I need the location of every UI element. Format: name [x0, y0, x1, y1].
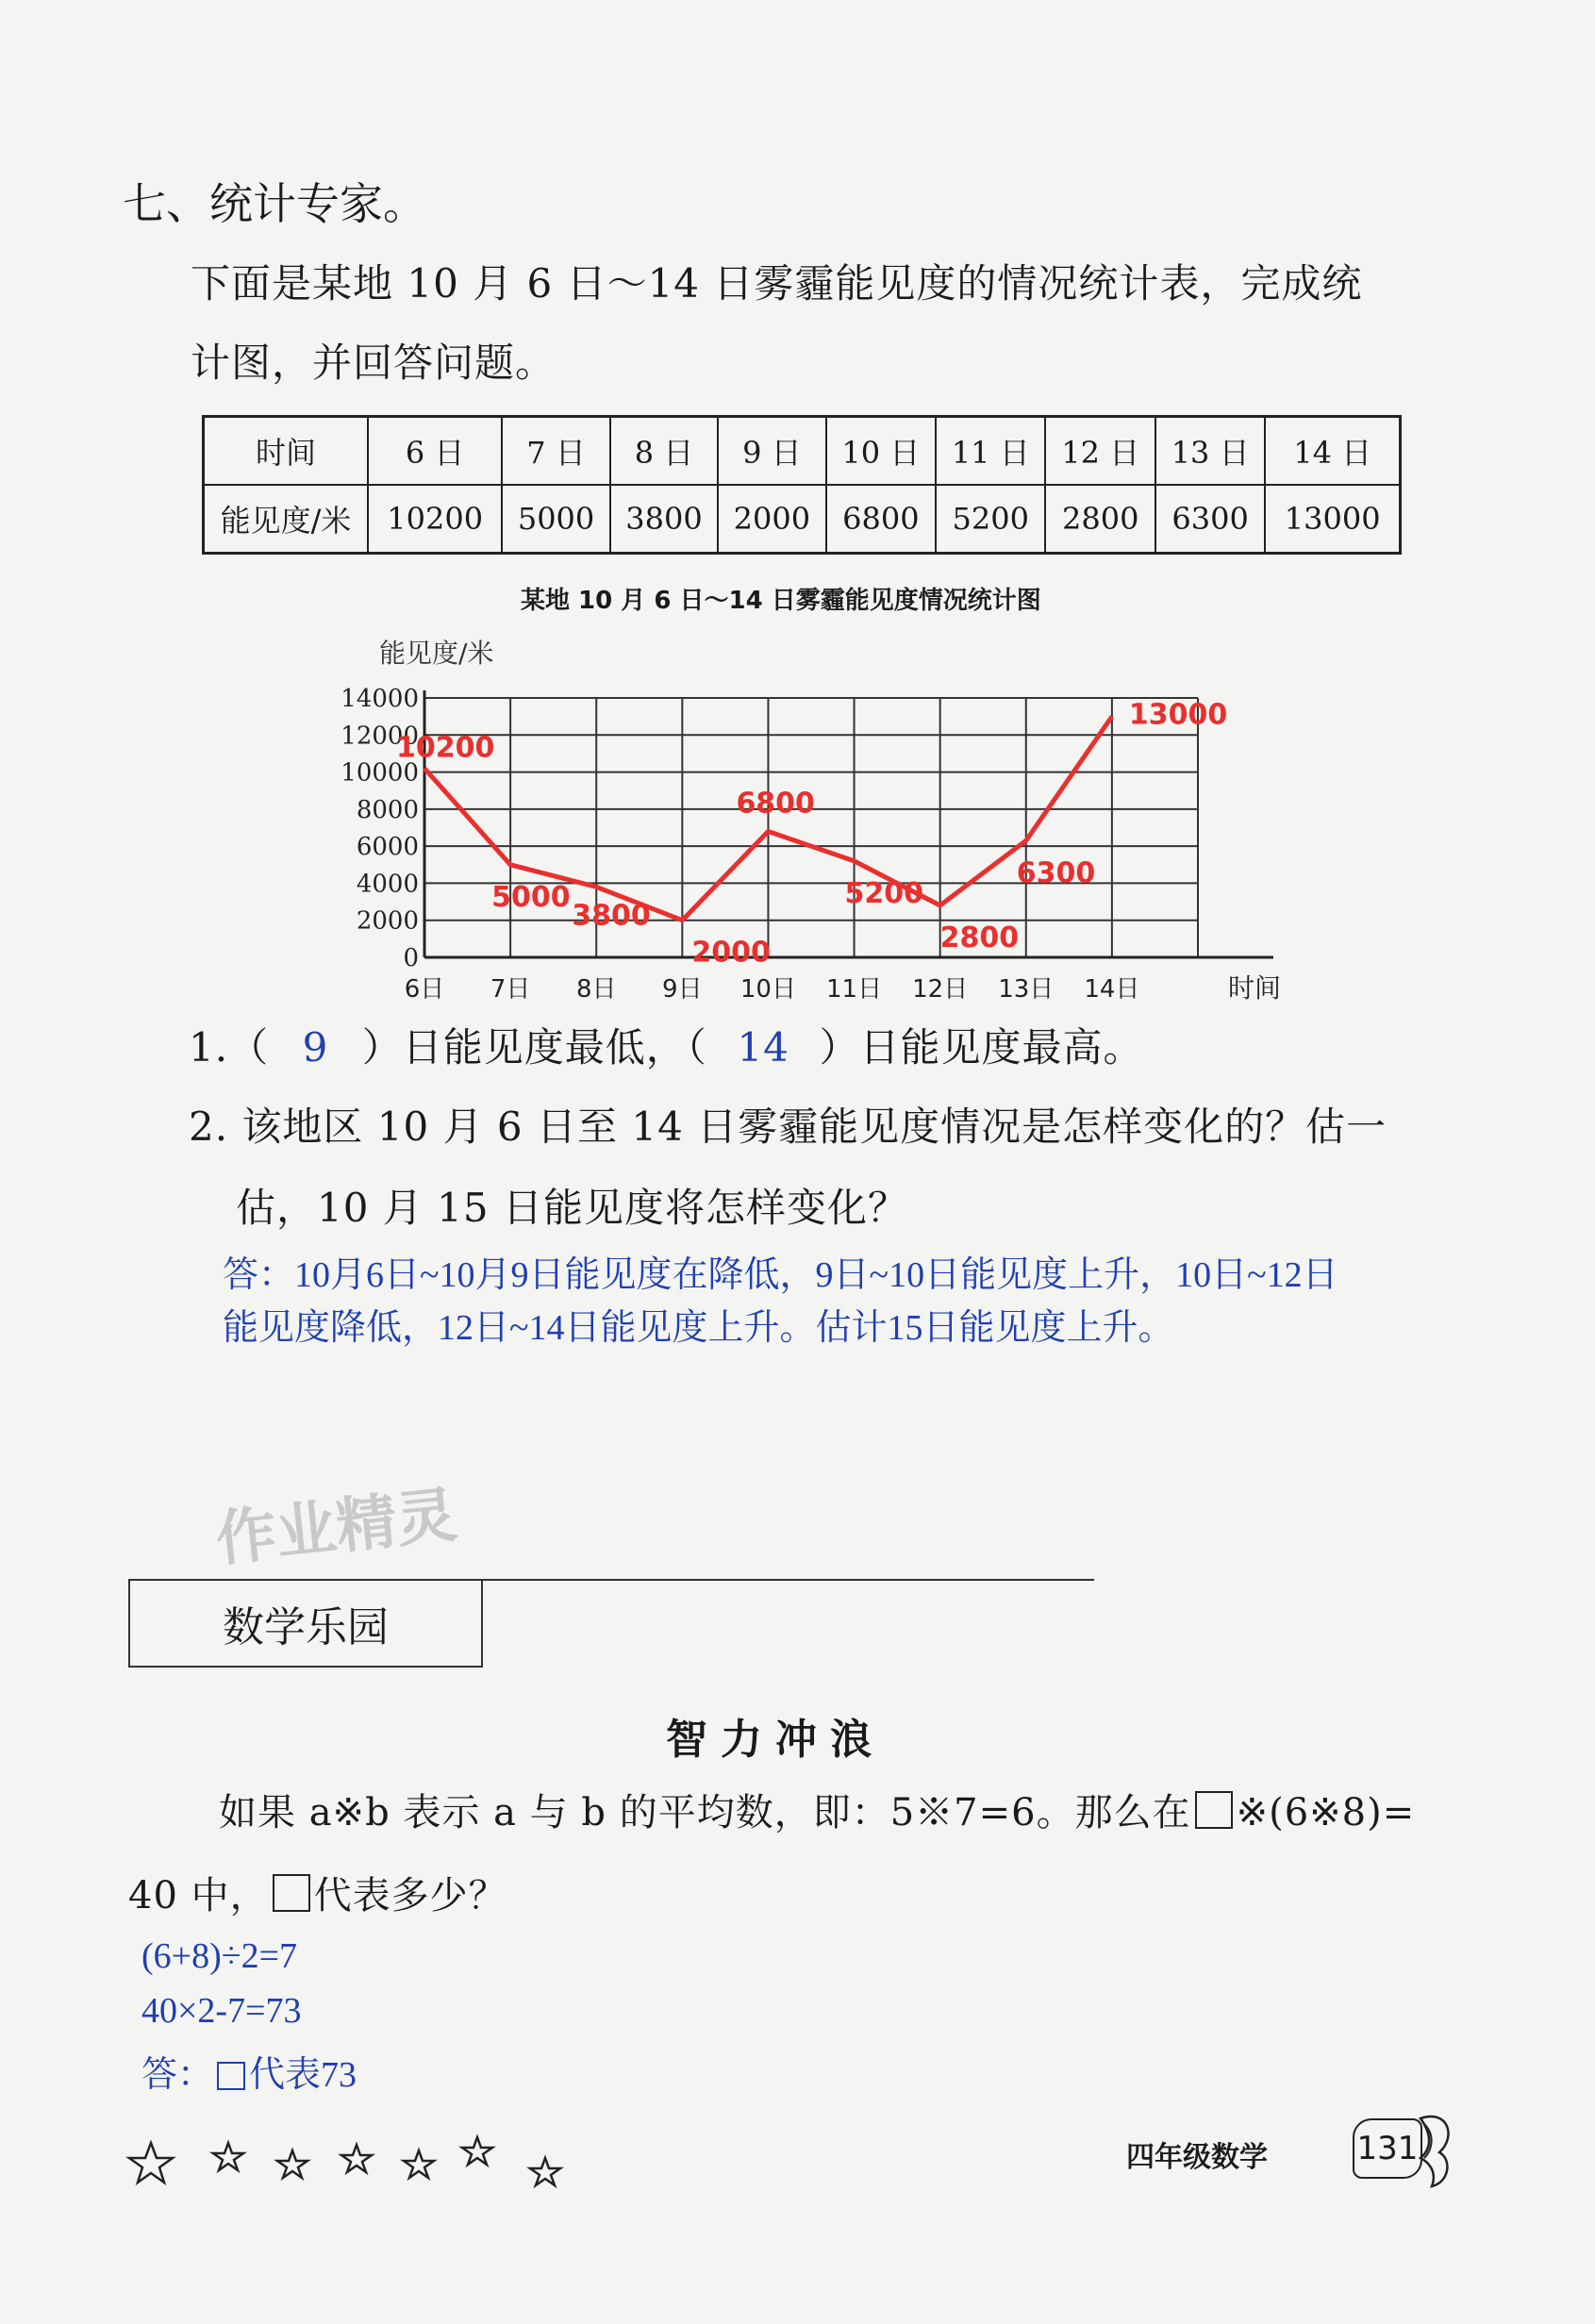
footer-subject: 四年级数学 [1126, 2141, 1268, 2174]
puzzle-answer [141, 2045, 357, 2097]
table-cell-value: 3800 [610, 485, 718, 554]
star-icon [404, 2150, 434, 2178]
x-tick-label: 12日 [912, 975, 969, 1004]
y-tick-label: 8000 [356, 795, 419, 824]
data-label: 5200 [844, 876, 924, 910]
table-cell-value: 6800 [826, 485, 936, 554]
y-tick-label: 6000 [356, 833, 419, 862]
question-2-answer-line-2: 能见度降低，12日~14日能见度上升。估计15日能见度上升。 [223, 1308, 1174, 1348]
data-label: 2800 [939, 921, 1020, 954]
question-1 [189, 1017, 1144, 1073]
question-2-line-1: 2. 该地区 10 月 6 日至 14 日雾霾能见度情况是怎样变化的？估一 [189, 1104, 1387, 1150]
work-step-2: 40×2-7=73 [141, 1991, 302, 2031]
leaf-icon [1411, 2109, 1458, 2188]
puzzle-line-2 [128, 1866, 507, 1919]
math-garden-title: 数学乐园 [128, 1581, 483, 1668]
data-label: 3800 [572, 899, 651, 933]
x-axis-label: 时间 [1227, 972, 1282, 1004]
y-axis-label: 能见度/米 [379, 638, 494, 669]
puzzle-text-a: 如果 a※b 表示 a 与 b 的平均数，即：5※7=6。那么在 [219, 1791, 1191, 1834]
puzzle-text-d: 代表多少？ [313, 1874, 507, 1917]
y-tick-label: 4000 [356, 870, 419, 899]
puzzle-line-1 [219, 1783, 1415, 1836]
table-cell-value: 13000 [1265, 485, 1400, 554]
answer-text: 代表73 [249, 2055, 357, 2095]
x-tick-label: 10日 [739, 975, 796, 1004]
puzzle-text-c: 40 中， [128, 1874, 269, 1917]
table-cell-day: 10 日 [826, 417, 936, 486]
table-cell-value: 5200 [936, 485, 1045, 554]
table-cell-day: 13 日 [1155, 417, 1265, 486]
data-label: 13000 [1128, 698, 1228, 732]
intro-line-1: 下面是某地 10 月 6 日～14 日雾霾能见度的情况统计表，完成统 [191, 260, 1363, 307]
data-label: 2000 [691, 936, 771, 970]
decorative-stars [123, 2122, 594, 2207]
blank-square-icon [273, 1874, 310, 1912]
q1-answer-lowest: 9 [302, 1024, 329, 1071]
answer-prefix: 答： [141, 2055, 214, 2095]
q1-answer-highest: 14 [737, 1024, 789, 1071]
x-tick-label: 6日 [404, 975, 445, 1004]
data-label: 10200 [396, 731, 495, 765]
table-cell-value: 5000 [502, 485, 609, 554]
data-label: 6300 [1016, 856, 1096, 890]
watermark: 作业精灵 [212, 1480, 460, 1576]
star-icon [341, 2145, 372, 2172]
table-header-time: 时间 [204, 417, 369, 486]
y-tick-label: 10000 [341, 758, 419, 788]
puzzle-text-b: ※(6※8)= [1236, 1791, 1416, 1834]
star-icon [277, 2150, 307, 2178]
table-row-values [204, 485, 1401, 554]
chart-title: 某地 10 月 6 日～14 日雾霾能见度情况统计图 [521, 587, 1041, 615]
visibility-line-chart [321, 622, 1283, 1004]
q1-middle: ）日能见度最低，（ [361, 1024, 707, 1071]
y-tick-label: 14000 [341, 685, 419, 713]
blank-square-icon [1195, 1791, 1233, 1829]
table-cell-value: 2000 [718, 485, 825, 554]
table-cell-day: 14 日 [1265, 417, 1400, 486]
star-icon [530, 2158, 560, 2185]
q1-prefix: 1.（ [189, 1024, 270, 1071]
x-tick-label: 14日 [1084, 975, 1140, 1004]
table-row-days [204, 417, 1401, 486]
question-2-line-2: 估，10 月 15 日能见度将怎样变化？ [236, 1185, 908, 1231]
work-step-1: (6+8)÷2=7 [141, 1936, 298, 1976]
star-icon [213, 2143, 243, 2170]
table-cell-day: 9 日 [718, 417, 825, 486]
table-cell-day: 11 日 [936, 417, 1045, 486]
table-cell-day: 6 日 [368, 417, 502, 486]
table-cell-day: 7 日 [502, 417, 609, 486]
q1-suffix: ）日能见度最高。 [819, 1024, 1144, 1071]
section-heading: 七、统计专家。 [123, 178, 426, 229]
question-2-answer-line-1: 答：10月6日~10月9日能见度在降低，9日~10日能见度上升，10日~12日 [223, 1255, 1338, 1295]
table-cell-value: 2800 [1045, 485, 1155, 554]
blank-square-icon [217, 2062, 245, 2090]
data-label: 6800 [736, 787, 815, 821]
y-tick-label: 0 [403, 944, 419, 972]
page-number: 131 [1353, 2118, 1422, 2179]
table-cell-day: 12 日 [1045, 417, 1155, 486]
x-tick-label: 11日 [826, 975, 883, 1004]
visibility-table [202, 415, 1402, 555]
intro-line-2: 计图，并回答问题。 [191, 340, 557, 386]
data-label: 5000 [491, 880, 571, 914]
table-cell-value: 6300 [1155, 485, 1265, 554]
star-icon [129, 2143, 173, 2183]
table-cell-day: 8 日 [610, 417, 718, 486]
table-cell-value: 10200 [368, 485, 502, 554]
y-tick-label: 2000 [356, 906, 419, 936]
table-header-visibility: 能见度/米 [204, 485, 369, 554]
x-tick-label: 9日 [662, 975, 703, 1004]
y-tick-label: 12000 [341, 722, 419, 751]
star-icon [462, 2137, 492, 2165]
x-tick-label: 7日 [490, 975, 531, 1004]
x-tick-label: 8日 [575, 975, 617, 1004]
puzzle-title: 智力冲浪 [666, 1716, 885, 1764]
x-tick-label: 13日 [998, 975, 1055, 1004]
